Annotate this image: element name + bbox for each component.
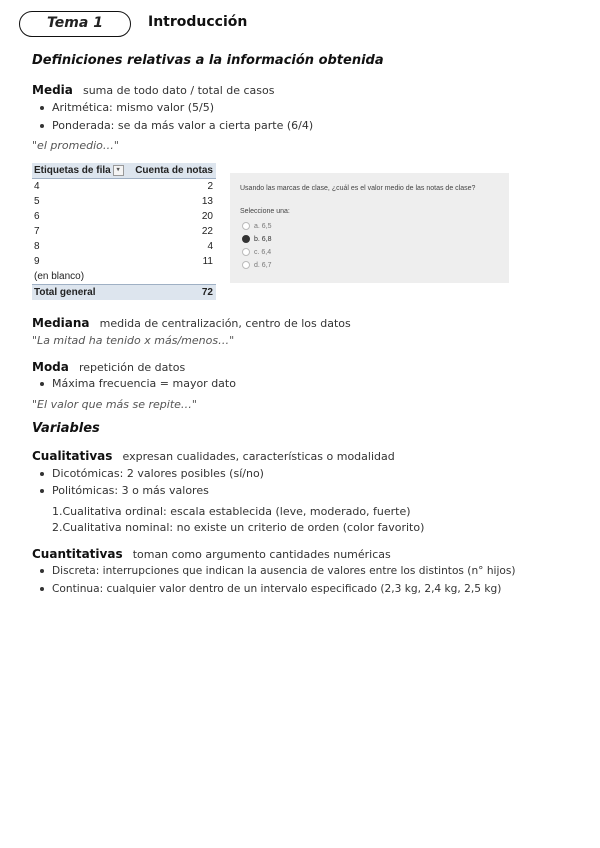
cualitativas-definition: expresan cualidades, características o modalidad <box>122 450 395 463</box>
media-definition: suma de todo dato / total de casos <box>82 84 275 97</box>
list-item: 1.Cualitativa ordinal: escala establecida (leve, moderado, fuerte) <box>52 505 411 518</box>
list-item: Aritmética: mismo valor (5/5) <box>40 101 214 114</box>
section-heading-variables: Variables <box>32 421 100 436</box>
quiz-panel <box>230 173 509 283</box>
mediana-term: Mediana <box>32 316 90 330</box>
radio-checked-icon[interactable] <box>242 235 250 243</box>
section-heading-definiciones: Definiciones relativas a la información obtenida <box>32 53 384 68</box>
moda-row <box>32 356 185 375</box>
table-row: 5 13 <box>34 196 213 207</box>
page-title: Introducción <box>148 14 248 30</box>
radio-icon[interactable] <box>242 261 250 269</box>
table-row: (en blanco) <box>34 271 85 282</box>
pivot-table <box>32 163 216 300</box>
moda-term: Moda <box>32 360 69 374</box>
quiz-option-a[interactable]: a. 6,5 <box>242 222 272 232</box>
moda-quote: "El valor que más se repite…" <box>32 398 197 411</box>
quiz-option-d[interactable]: d. 6,7 <box>242 261 272 271</box>
bullet-icon <box>40 472 44 476</box>
list-item: Discreta: interrupciones que indican la ausencia de valores entre los distintos (n° hijos) <box>40 565 516 577</box>
list-item: Continua: cualquier valor dentro de un intervalo especificado (2,3 kg, 2,4 kg, 2,5 kg) <box>40 583 501 595</box>
table-header-row <box>32 163 216 179</box>
cuantitativas-definition: toman como argumento cantidades numéricas <box>132 548 391 561</box>
moda-definition: repetición de datos <box>78 361 186 374</box>
bullet-icon <box>40 124 44 128</box>
table-row: 7 22 <box>34 226 213 237</box>
mediana-definition: medida de centralización, centro de los datos <box>99 317 351 330</box>
table-row: 4 2 <box>34 181 213 192</box>
list-item: Dicotómicas: 2 valores posibles (sí/no) <box>40 467 264 480</box>
table-total-row: Total general 72 <box>32 284 216 300</box>
table-row: 6 20 <box>34 211 213 222</box>
list-item: Ponderada: se da más valor a cierta parte (6/4) <box>40 119 313 132</box>
bullet-icon <box>40 569 44 573</box>
mediana-quote: "La mitad ha tenido x más/menos…" <box>32 334 235 347</box>
list-item: Máxima frecuencia = mayor dato <box>40 377 236 390</box>
media-quote: "el promedio…" <box>32 139 119 152</box>
bullet-icon <box>40 106 44 110</box>
cualitativas-row <box>32 445 395 464</box>
cualitativas-term: Cualitativas <box>32 449 113 463</box>
quiz-option-b[interactable]: b. 6,8 <box>242 235 272 245</box>
quiz-option-c[interactable]: c. 6,4 <box>242 248 271 258</box>
header-count: Cuenta de notas <box>135 165 213 176</box>
table-row: 9 11 <box>34 256 213 267</box>
header-row-labels: Etiquetas de fila ▾ <box>32 163 130 178</box>
radio-icon[interactable] <box>242 222 250 230</box>
filter-dropdown-icon[interactable]: ▾ <box>113 165 124 176</box>
bullet-icon <box>40 587 44 591</box>
cuantitativas-row <box>32 543 391 562</box>
table-row: 8 4 <box>34 241 213 252</box>
media-term: Media <box>32 83 73 97</box>
quiz-question: Usando las marcas de clase, ¿cuál es el valor medio de las notas de clase? <box>240 185 476 192</box>
quiz-select-label: Seleccione una: <box>240 208 290 215</box>
radio-icon[interactable] <box>242 248 250 256</box>
bullet-icon <box>40 382 44 386</box>
list-item: Politómicas: 3 o más valores <box>40 484 209 497</box>
mediana-row <box>32 312 351 331</box>
list-item: 2.Cualitativa nominal: no existe un criterio de orden (color favorito) <box>52 521 425 534</box>
media-row <box>32 79 274 98</box>
tema-badge: Tema 1 <box>19 11 131 37</box>
cuantitativas-term: Cuantitativas <box>32 547 123 561</box>
bullet-icon <box>40 489 44 493</box>
